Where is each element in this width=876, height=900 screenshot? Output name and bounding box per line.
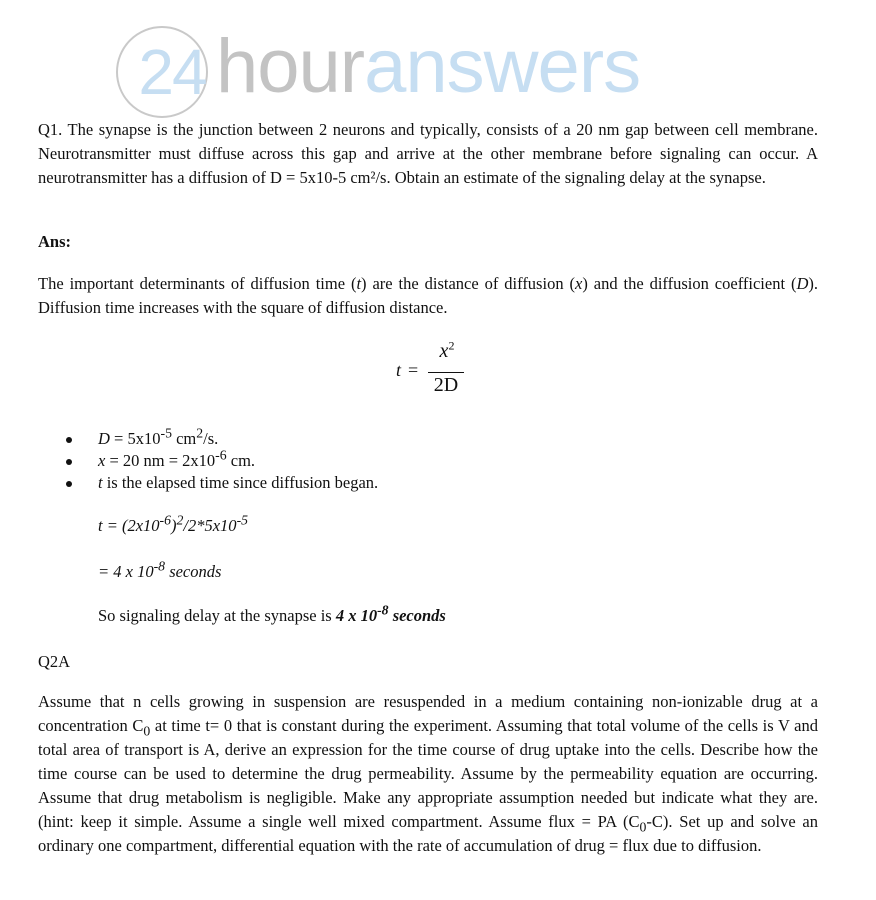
question-1-text: Q1. The synapse is the junction between 2 neurons and typically, consists of a 20 nm gap between cell membrane. Neurotransmitter must diffuse across this gap and arrive at the other membrane before signaling can occur. A neurotransmitter has a diffusion of D = 5x10-5 cm²/s. Obtain an estimate of the signaling delay at the synapse. — [38, 120, 818, 187]
question-2a-label: Q2A — [38, 652, 71, 671]
formula-numerator: $x^2$ — [439, 338, 455, 362]
conclusion-text: So signaling delay at the synapse is 4 x $10^{-8}$ seconds — [98, 602, 446, 625]
list-item: $D = 5x10^{-5}$ $cm^2/s$. — [64, 428, 378, 450]
list-item: x = 20 nm = $2x10^{-6}$ cm. — [64, 450, 378, 472]
logo-wordmark — [216, 22, 640, 112]
formula-equals: = — [408, 360, 419, 380]
formula-denominator: 2D — [433, 374, 459, 396]
logo-answers: answers — [364, 24, 641, 109]
calculation-line-2: = 4 x $10^{-8}$ seconds — [98, 558, 222, 581]
logo-hour: hour — [216, 24, 365, 109]
explanation-paragraph: The important determinants of diffusion time (t) are the distance of diffusion (x) and the diffusion coefficient (D). Diffusion time increases with the square of diffusion distance. — [38, 274, 819, 317]
calculation-line-1: $t = (2x10^{-6})^2/2*5x10^{-5}$ — [98, 512, 249, 535]
answer-label: Ans: — [38, 232, 72, 251]
formula-lhs: t — [396, 360, 402, 380]
variable-list — [64, 425, 379, 494]
fraction-bar — [428, 372, 464, 373]
diffusion-time-formula — [396, 340, 476, 404]
list-item: t is the elapsed time since diffusion began. — [64, 472, 378, 494]
logo-number: 24 — [138, 36, 206, 108]
question-2a-text: Assume that n cells growing in suspension are resuspended in a medium containing non-ionizable drug at a concentration $C_0$ at time t= 0 that is constant during the experiment. Assuming that total volume of the cells is V and total area of transport is A, derive an expression for the time course of drug uptake into the cells. Describe how the time course can be used to determine the drug permeability. Assume by the permeability equation are occurring. Assume that drug metabolism is negligible. Make any appropriate assumption needed but indicate what they are. (hint: keep it simple. Assume a single well mixed compartment. Assume flux = PA $(C_0-C)$. Set up and solve an ordinary one compartment, differential equation with the rate of accumulation of drug = flux due to diffusion. — [38, 692, 819, 855]
site-logo — [116, 22, 716, 112]
